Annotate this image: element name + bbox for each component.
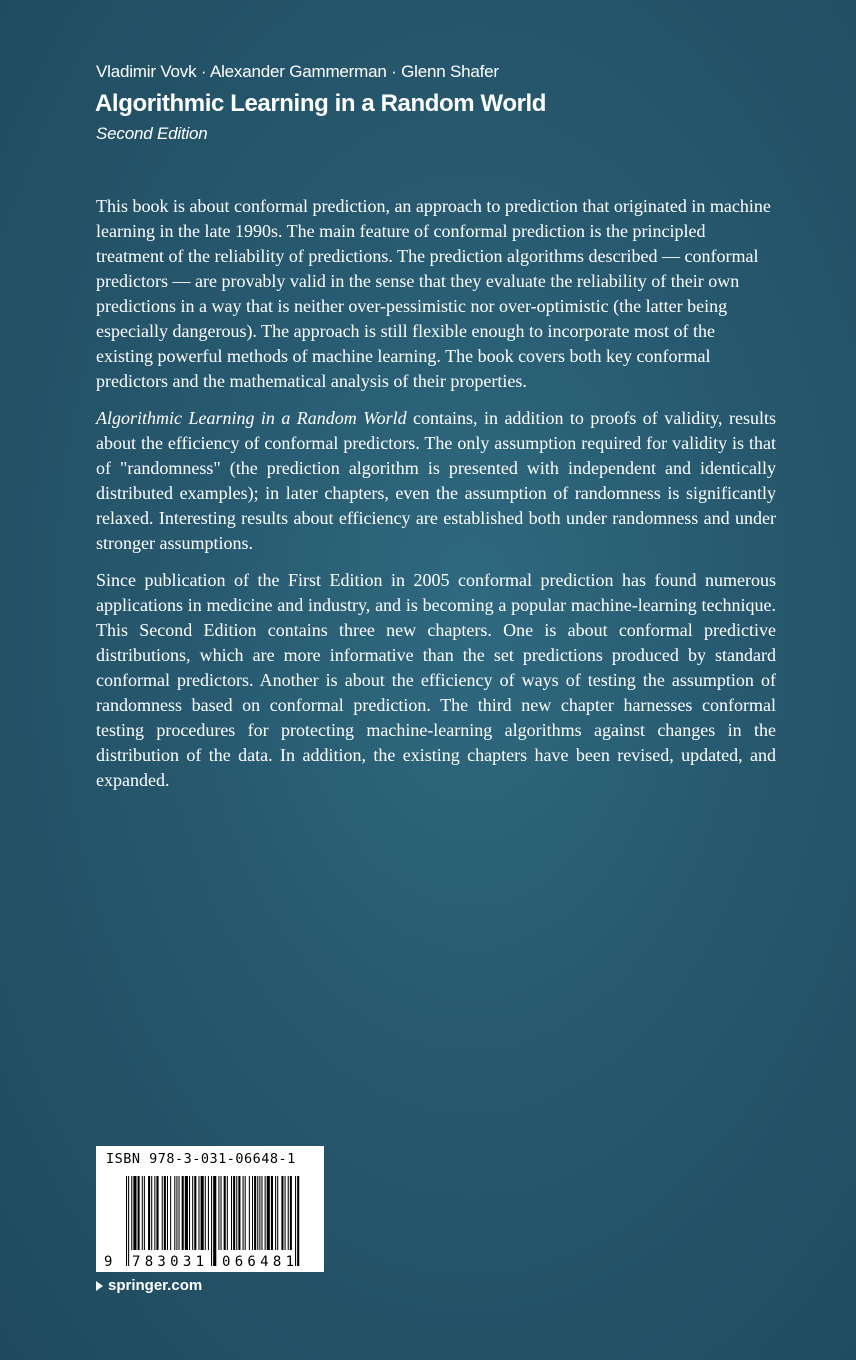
barcode-bar [170, 1176, 171, 1250]
publisher-link[interactable] [96, 1277, 202, 1294]
barcode-bar [218, 1176, 219, 1250]
barcode-bar [201, 1176, 204, 1250]
barcode-bar [227, 1176, 228, 1250]
barcode-bar [126, 1176, 127, 1266]
barcode-bar [154, 1176, 155, 1250]
isbn-barcode [96, 1146, 324, 1272]
blurb-text [96, 194, 776, 805]
barcode-bar [131, 1176, 132, 1250]
barcode-bars [96, 1174, 324, 1272]
barcode-bar [249, 1176, 250, 1250]
barcode-bar [198, 1176, 199, 1250]
blurb-paragraph-2 [96, 406, 776, 556]
barcode-bar [236, 1176, 237, 1250]
barcode-bar [174, 1176, 175, 1250]
barcode-bar [238, 1176, 240, 1250]
barcode-bar [128, 1176, 129, 1266]
barcode-bar [265, 1176, 266, 1250]
authors-line: Vladimir Vovk · Alexander Gammerman · Glenn Shafer [96, 62, 499, 81]
barcode-bar [275, 1176, 276, 1250]
barcode-bar [254, 1176, 256, 1250]
barcode-bar [281, 1176, 283, 1250]
barcode-bar [221, 1176, 222, 1250]
barcode-bar [243, 1176, 244, 1250]
barcode-bar [208, 1176, 209, 1250]
barcode-bar [142, 1176, 143, 1250]
barcode-bar [205, 1176, 206, 1250]
barcode-bar [290, 1176, 292, 1250]
barcode-bar [148, 1176, 150, 1250]
barcode-bar [224, 1176, 226, 1250]
barcode-bar [179, 1176, 180, 1250]
barcode-bar [182, 1176, 184, 1250]
barcode-bar [133, 1176, 136, 1250]
book-title-italic: Algorithmic Learning in a Random World [96, 408, 407, 428]
triangle-right-icon [96, 1281, 103, 1291]
barcode-bar [156, 1176, 158, 1250]
barcode-bar [213, 1176, 216, 1266]
book-title: Algorithmic Learning in a Random World [95, 90, 547, 117]
barcode-bar [257, 1176, 258, 1250]
barcode-bar [162, 1176, 163, 1250]
barcode-bar [245, 1176, 246, 1250]
barcode-bar [261, 1176, 262, 1250]
publisher-link-text: springer.com [108, 1277, 203, 1294]
blurb-paragraph-2-text: contains, in addition to proofs of validity, results about the efficiency of conformal predictors. The only assumption required for validity is that of "randomness" (the prediction algorithm is presented with independent and identically distributed examples); in later chapters, even the assumption of randomness is significantly relaxed. Interesting results about efficiency are established both under randomness and under stronger assumptions. [96, 408, 777, 553]
barcode-bar [189, 1176, 190, 1250]
isbn-label: ISBN 978-3-031-06648-1 [106, 1151, 296, 1167]
barcode-bar [185, 1176, 188, 1250]
barcode-bar [164, 1176, 166, 1250]
blurb-paragraph-3: Since publication of the First Edition in 2005 conformal prediction has found numerous applications in medicine and industry, and is becoming a popular machine-learning technique. This Second Edition contains three new chapters. One is about conformal predictive distributions, which are more informative than the set predictions produced by standard conformal predictors. Another is about the efficiency of ways of testing the assumption of randomness based on conformal prediction. The third new chapter harnesses conformal testing procedures for protecting machine-learning algorithms against changes in the distribution of the data. In addition, the existing chapters have been revised, updated, and expanded. [96, 570, 776, 790]
barcode-bar [138, 1176, 140, 1250]
barcode-bar [259, 1176, 260, 1250]
barcode-bar [295, 1176, 296, 1266]
barcode-bar [285, 1176, 286, 1250]
barcode-bar [288, 1176, 289, 1250]
barcode-bar [167, 1176, 168, 1250]
barcode-digit-first: 9 [104, 1254, 113, 1270]
barcode-bar [297, 1176, 299, 1266]
barcode-bar [277, 1176, 278, 1250]
barcode-bar [252, 1176, 253, 1250]
barcode-bar [267, 1176, 270, 1250]
barcode-bar [194, 1176, 196, 1250]
barcode-bar [211, 1176, 212, 1266]
barcode-bar [176, 1176, 177, 1250]
barcode-digits-left: 783031 [132, 1254, 204, 1270]
barcode-bar [233, 1176, 235, 1250]
blurb-paragraph-1: This book is about conformal prediction, an approach to prediction that originated in machine learning in the late 1990s. The main feature of conformal prediction is the principled treatment of the reliability of predictions. The prediction algorithms described — conformal predictors — are provably valid in the sense that they evaluate the reliability of their own predictions in a way that is neither over-pessimistic nor over-optimistic (the latter being especially dangerous). The approach is still flexible enough to incorporate most of the existing powerful methods of machine learning. The book covers both key conformal predictors and the mathematical analysis of their properties. [96, 196, 771, 391]
barcode-bar [271, 1176, 273, 1250]
barcode-digits-right: 066481 [222, 1254, 294, 1270]
edition-label: Second Edition [96, 124, 208, 143]
barcode-bar [231, 1176, 232, 1250]
barcode-bar [144, 1176, 145, 1250]
barcode-bar [151, 1176, 152, 1250]
barcode-bar [192, 1176, 193, 1250]
